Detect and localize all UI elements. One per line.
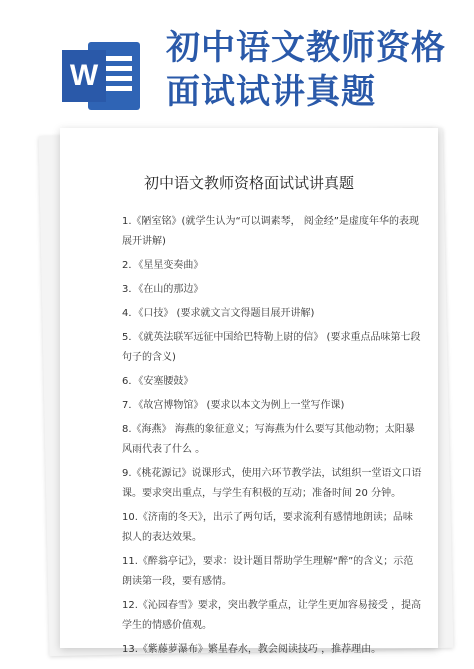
list-item: 12.《沁园春雪》要求，突出教学重点，让学生更加容易接受 ，提高学生的情感价值观。 [122,600,422,631]
list-item: 3．《在山的那边》 [122,284,204,295]
list-item: 7．《故宫博物馆》 (要求以本文为例上一堂写作课) [122,400,345,411]
list-item: 13.《紫藤萝瀑布》繁星春水，教会阅读技巧 ，推荐理由。 [122,644,382,655]
list-item: 6．《安塞腰鼓》 [122,376,194,387]
list-item: 2．《星星变奏曲》 [122,260,204,271]
list-item: 8.《海燕》 海燕的象征意义；写海燕为什么要写其他动物；太阳暴风雨代表了什么 。 [122,424,415,455]
document-title: 初中语文教师资格面试试讲真题 [143,174,354,192]
list-item: 5．《就英法联军远征中国给巴特勒上尉的信》 (要求重点品味第七段句子的含义) [122,332,421,363]
list-item: 4．《口技》 (要求就文言文得题目展开讲解) [122,308,315,319]
list-item: 1.《陋室铭》(就学生认为“可以调素琴， 阅金经”是虚度年华的表现展开讲解) [122,216,419,247]
document-page [60,128,438,655]
header-banner [0,0,474,128]
word-document-icon [62,42,140,110]
word-icon-letter: W [62,50,106,102]
list-item: 11.《醉翁亭记》，要求：设计题目帮助学生理解“醉”的含义；示范朗读第一段，要有感情。 [122,556,414,587]
list-item: 10.《济南的冬天》，出示了两句话，要求流利有感情地朗读；品味拟人的表达效果。 [122,512,413,543]
list-item: 9.《桃花源记》说课形式，使用六环节教学法，试组织一堂语文口语课。要求突出重点，与学生有积极的互动；准备时间 20 分钟。 [122,468,422,499]
header-title: 初中语文教师资格面试试讲真题 [166,28,446,112]
question-list [122,212,422,664]
